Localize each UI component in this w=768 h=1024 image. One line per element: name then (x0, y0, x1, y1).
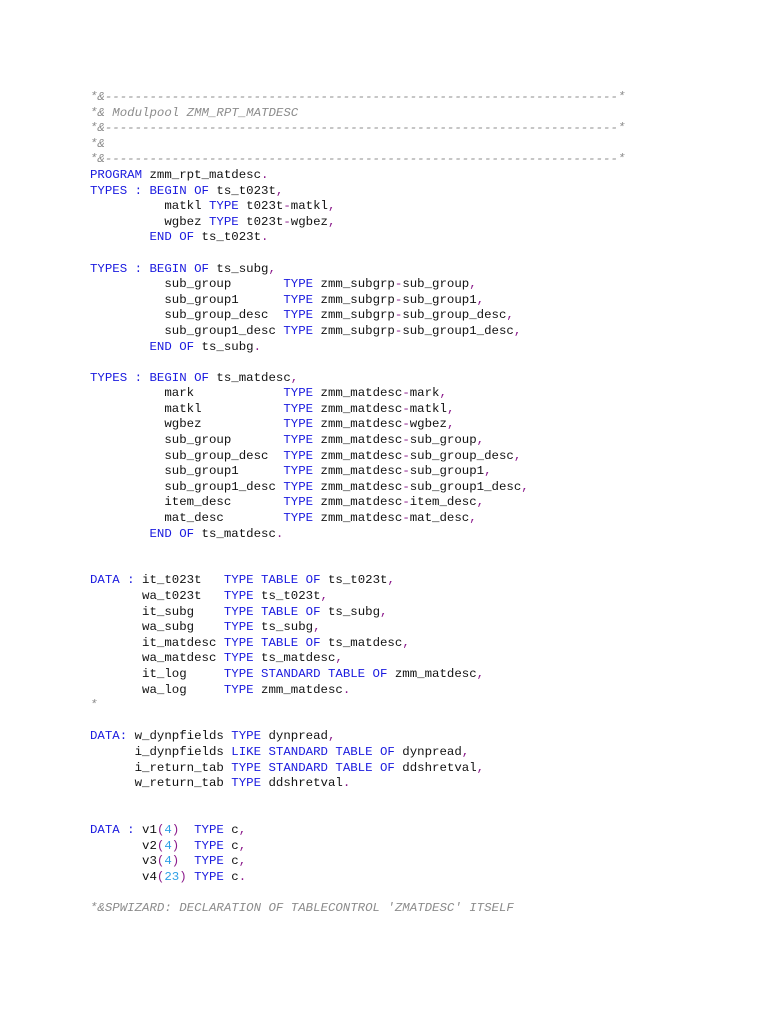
identifier-token: v4 (90, 869, 157, 884)
code-line (90, 246, 750, 262)
keyword-token: TYPE (194, 854, 224, 869)
keyword-token: TYPE (194, 869, 224, 884)
punctuation-token: - (402, 511, 410, 526)
keyword-token: TYPE (283, 464, 314, 479)
identifier-token: ts_matdesc (253, 651, 336, 666)
code-line (90, 137, 750, 153)
keyword-token: TYPE (231, 729, 262, 744)
identifier-token: sub_group1_desc (402, 323, 514, 338)
identifier-token: sub_group1_desc (90, 323, 284, 338)
code-line (90, 885, 750, 901)
identifier-token: item_desc (90, 495, 284, 510)
code-line (90, 230, 750, 246)
punctuation-token: - (394, 277, 403, 292)
code-line (90, 667, 750, 683)
keyword-token: TYPES : BEGIN OF (90, 261, 209, 276)
keyword-token: LIKE STANDARD TABLE OF (231, 744, 395, 759)
keyword-token: PROGRAM (90, 167, 143, 182)
keyword-token: TYPE (283, 495, 314, 510)
punctuation-token: . (275, 526, 284, 541)
punctuation-token: , (402, 635, 410, 650)
identifier-token: zmm_matdesc (313, 386, 403, 401)
identifier-token: mat_desc (409, 511, 470, 526)
identifier-token (187, 870, 194, 884)
identifier-token: c (223, 822, 239, 837)
keyword-token: TYPE STANDARD TABLE OF (231, 760, 395, 775)
keyword-token: TYPE (223, 589, 254, 603)
identifier-token: v2 (90, 838, 157, 853)
identifier-token: wgbez (90, 214, 209, 229)
comment-token: *&---------------------------------------------------------------------* (90, 121, 626, 136)
keyword-token: TYPE TABLE OF (223, 604, 321, 619)
identifier-token: ts_subg (208, 261, 269, 276)
identifier-token: ddshretval (394, 760, 477, 775)
punctuation-token: , (521, 479, 529, 494)
identifier-token: mark (90, 386, 284, 401)
punctuation-token: - (283, 199, 291, 214)
keyword-token: TYPE (283, 479, 314, 494)
identifier-token: wa_subg (90, 620, 224, 635)
code-line (90, 792, 750, 808)
identifier-token: ts_matdesc (208, 370, 291, 385)
code-line (90, 464, 750, 480)
punctuation-token: - (402, 433, 410, 448)
identifier-token: sub_group (90, 277, 284, 292)
identifier-token: item_desc (409, 495, 477, 510)
number-token: 23 (164, 869, 180, 884)
keyword-token: END OF (149, 339, 195, 354)
code-line (90, 573, 750, 589)
identifier-token: ts_matdesc (320, 635, 403, 650)
identifier-token: sub_group1_desc (409, 479, 522, 494)
code-line (90, 402, 750, 418)
identifier-token: zmm_matdesc (387, 666, 477, 681)
identifier-token: it_subg (90, 604, 224, 619)
code-line (90, 417, 750, 433)
punctuation-token: ( (156, 869, 165, 884)
keyword-token: TYPE (283, 308, 314, 323)
code-line (90, 807, 750, 823)
identifier-token: zmm_subgrp (313, 292, 395, 307)
code-line (90, 651, 750, 667)
code-line (90, 527, 750, 543)
comment-token: *&---------------------------------------------------------------------* (90, 90, 626, 104)
code-line (90, 371, 750, 387)
identifier-token (179, 823, 194, 837)
identifier-token: it_log (90, 666, 224, 681)
punctuation-token: ( (156, 854, 165, 869)
identifier-token: sub_group (90, 433, 284, 448)
code-line (90, 355, 750, 371)
code-line (90, 168, 750, 184)
identifier-token: i_return_tab (90, 760, 232, 775)
punctuation-token: , (387, 573, 395, 588)
keyword-token: TYPE (223, 651, 254, 666)
code-line (90, 340, 750, 356)
identifier-token: matkl (409, 401, 447, 416)
code-line (90, 433, 750, 449)
punctuation-token: - (283, 214, 291, 229)
comment-token: *&SPWIZARD: DECLARATION OF TABLECONTROL 'ZMATDESC' ITSELF (90, 900, 514, 915)
identifier-token: w_dynpfields (127, 729, 232, 744)
identifier-token: c (223, 838, 239, 853)
keyword-token: TYPE (283, 511, 314, 526)
punctuation-token: , (476, 666, 485, 681)
code-line (90, 854, 750, 870)
code-line (90, 184, 750, 200)
keyword-token: DATA : (90, 822, 135, 837)
identifier-token: ts_subg (320, 604, 381, 619)
punctuation-token: , (446, 417, 455, 432)
code-line (90, 558, 750, 574)
identifier-token: v3 (90, 854, 157, 869)
keyword-token: TYPE (208, 214, 239, 229)
punctuation-token: , (238, 822, 247, 837)
punctuation-token: . (261, 167, 269, 182)
number-token: 4 (164, 854, 172, 869)
identifier-token: ts_subg (194, 339, 254, 354)
punctuation-token: - (402, 495, 410, 510)
punctuation-token: , (469, 511, 477, 526)
code-line (90, 636, 750, 652)
punctuation-token: , (506, 308, 514, 323)
identifier-token: c (223, 869, 239, 884)
punctuation-token: , (327, 199, 336, 214)
identifier-token: w_return_tab (90, 776, 232, 791)
identifier-token: zmm_matdesc (313, 401, 403, 416)
code-line (90, 839, 750, 855)
identifier-token: wgbez (90, 417, 284, 432)
identifier-token: matkl (90, 401, 284, 416)
code-line (90, 308, 750, 324)
keyword-token: TYPE (283, 386, 314, 401)
keyword-token: TYPE (283, 417, 314, 432)
punctuation-token: , (476, 495, 485, 510)
punctuation-token: - (394, 323, 403, 338)
keyword-token: TYPE (283, 433, 314, 448)
keyword-token: TYPE (223, 682, 254, 697)
identifier-token: t023t (238, 214, 284, 229)
punctuation-token: - (402, 464, 410, 479)
code-line (90, 324, 750, 340)
code-line (90, 511, 750, 527)
punctuation-token: , (476, 760, 485, 775)
punctuation-token: . (342, 776, 351, 791)
identifier-token (179, 854, 194, 868)
punctuation-token: ) (171, 838, 180, 853)
punctuation-token: , (513, 323, 522, 338)
punctuation-token: , (461, 744, 470, 759)
keyword-token: TYPE (283, 292, 314, 307)
identifier-token: v1 (134, 822, 157, 837)
punctuation-token: , (513, 448, 522, 463)
punctuation-token: , (439, 386, 447, 401)
identifier-token: ts_t023t (253, 589, 321, 603)
punctuation-token: ) (171, 822, 180, 837)
identifier-token: wgbez (409, 417, 447, 432)
identifier-token: matkl (290, 199, 328, 214)
code-line (90, 262, 750, 278)
identifier-token: matkl (90, 199, 209, 214)
identifier-token: sub_group1 (90, 292, 284, 307)
punctuation-token: , (446, 401, 455, 416)
identifier-token: ts_matdesc (194, 526, 276, 541)
code-line (90, 449, 750, 465)
identifier-token: c (223, 854, 239, 869)
identifier-token: sub_group1 (409, 464, 485, 479)
punctuation-token: - (402, 401, 410, 416)
code-line (90, 199, 750, 215)
punctuation-token: - (394, 308, 403, 323)
identifier-token: dynpread (394, 744, 462, 759)
identifier-token: zmm_matdesc (313, 417, 403, 432)
keyword-token: TYPE (283, 401, 314, 416)
punctuation-token: , (320, 589, 328, 603)
identifier-token: zmm_subgrp (313, 277, 395, 292)
code-line (90, 293, 750, 309)
code-line (90, 698, 750, 714)
code-line (90, 761, 750, 777)
comment-token: *& (90, 136, 105, 151)
identifier-token: t023t (238, 199, 284, 214)
code-line (90, 589, 750, 605)
number-token: 4 (164, 822, 172, 837)
identifier-token: wa_t023t (90, 589, 224, 603)
comment-token: * (90, 698, 98, 713)
keyword-token: TYPE (283, 277, 314, 292)
code-line (90, 901, 750, 917)
keyword-token: TYPE (283, 323, 314, 338)
keyword-token: DATA : (90, 573, 135, 588)
punctuation-token: . (253, 339, 262, 354)
identifier-token: zmm_matdesc (313, 479, 403, 494)
code-line (90, 823, 750, 839)
identifier-token: i_dynpfields (90, 744, 232, 759)
identifier-token (90, 340, 150, 354)
identifier-token: ts_t023t (194, 230, 262, 245)
identifier-token (179, 839, 194, 853)
keyword-token: TYPE (208, 199, 239, 214)
keyword-token: TYPE (194, 822, 224, 837)
identifier-token: sub_group (409, 433, 477, 448)
code-line (90, 386, 750, 402)
punctuation-token: . (342, 682, 351, 697)
punctuation-token: , (313, 620, 321, 635)
keyword-token: END OF (149, 230, 195, 245)
punctuation-token: ) (171, 854, 180, 869)
identifier-token (90, 230, 150, 244)
keyword-token: TYPES : BEGIN OF (90, 183, 209, 198)
identifier-token: it_matdesc (90, 635, 224, 650)
identifier-token: zmm_matdesc (313, 448, 403, 463)
keyword-token: TYPE (283, 448, 314, 463)
punctuation-token: - (402, 386, 410, 401)
keyword-token: TYPE (194, 838, 224, 853)
code-listing (90, 90, 750, 916)
identifier-token: sub_group_desc (402, 308, 507, 323)
identifier-token: zmm_matdesc (313, 464, 403, 479)
identifier-token: sub_group_desc (90, 448, 284, 463)
code-line (90, 729, 750, 745)
punctuation-token: - (402, 448, 410, 463)
number-token: 4 (164, 838, 172, 853)
punctuation-token: , (484, 464, 492, 479)
punctuation-token: , (275, 183, 284, 198)
code-line (90, 106, 750, 122)
identifier-token: it_t023t (134, 573, 224, 588)
identifier-token: sub_group (402, 277, 470, 292)
identifier-token (90, 527, 150, 541)
punctuation-token: , (238, 854, 247, 869)
keyword-token: TYPE TABLE OF (223, 635, 321, 650)
keyword-token: END OF (149, 526, 195, 541)
code-line (90, 870, 750, 886)
identifier-token: sub_group1 (402, 292, 477, 307)
punctuation-token: - (402, 417, 410, 432)
identifier-token: zmm_subgrp (313, 323, 395, 338)
code-line (90, 152, 750, 168)
identifier-token: sub_group1 (90, 464, 284, 479)
identifier-token: zmm_rpt_matdesc (142, 167, 262, 182)
identifier-token: mat_desc (90, 511, 284, 526)
punctuation-token: , (335, 651, 343, 666)
punctuation-token: , (476, 292, 485, 307)
identifier-token: ddshretval (261, 776, 343, 791)
identifier-token: zmm_matdesc (313, 511, 403, 526)
comment-token: *& Modulpool ZMM_RPT_MATDESC (90, 105, 299, 120)
keyword-token: TYPE (231, 776, 262, 791)
identifier-token: sub_group_desc (90, 308, 284, 323)
code-line (90, 277, 750, 293)
code-line (90, 714, 750, 730)
identifier-token: ts_t023t (208, 183, 276, 198)
keyword-token: DATA: (90, 729, 128, 744)
code-line (90, 542, 750, 558)
punctuation-token: , (268, 261, 276, 276)
identifier-token: sub_group_desc (409, 448, 514, 463)
punctuation-token: , (327, 729, 336, 744)
punctuation-token: - (394, 292, 403, 307)
identifier-token: zmm_subgrp (313, 308, 395, 323)
punctuation-token: , (380, 604, 388, 619)
identifier-token: ts_subg (253, 620, 314, 635)
code-line (90, 776, 750, 792)
identifier-token: sub_group1_desc (90, 479, 284, 494)
keyword-token: TYPE (223, 620, 254, 635)
code-line (90, 605, 750, 621)
punctuation-token: , (327, 214, 336, 229)
punctuation-token: . (238, 869, 247, 884)
code-line (90, 495, 750, 511)
punctuation-token: ( (156, 838, 165, 853)
identifier-token: wa_matdesc (90, 651, 224, 666)
code-line (90, 215, 750, 231)
code-line (90, 90, 750, 106)
punctuation-token: . (261, 230, 269, 245)
keyword-token: TYPE TABLE OF (223, 573, 321, 588)
identifier-token: dynpread (261, 729, 328, 744)
identifier-token: wgbez (290, 214, 328, 229)
comment-token: *&---------------------------------------------------------------------* (90, 152, 626, 167)
identifier-token: zmm_matdesc (313, 433, 403, 448)
punctuation-token: ( (156, 822, 165, 837)
punctuation-token: , (476, 433, 485, 448)
code-line (90, 480, 750, 496)
identifier-token: ts_t023t (320, 573, 388, 588)
punctuation-token: , (290, 370, 299, 385)
identifier-token: zmm_matdesc (313, 495, 403, 510)
punctuation-token: - (402, 479, 410, 494)
code-line (90, 745, 750, 761)
code-line (90, 683, 750, 699)
punctuation-token: ) (179, 869, 187, 884)
identifier-token: zmm_matdesc (253, 682, 343, 697)
keyword-token: TYPES : BEGIN OF (90, 370, 209, 385)
punctuation-token: , (469, 277, 477, 292)
identifier-token: wa_log (90, 682, 224, 697)
punctuation-token: , (238, 838, 247, 853)
code-line (90, 620, 750, 636)
keyword-token: TYPE STANDARD TABLE OF (223, 666, 388, 681)
code-line (90, 121, 750, 137)
identifier-token: mark (409, 386, 440, 401)
